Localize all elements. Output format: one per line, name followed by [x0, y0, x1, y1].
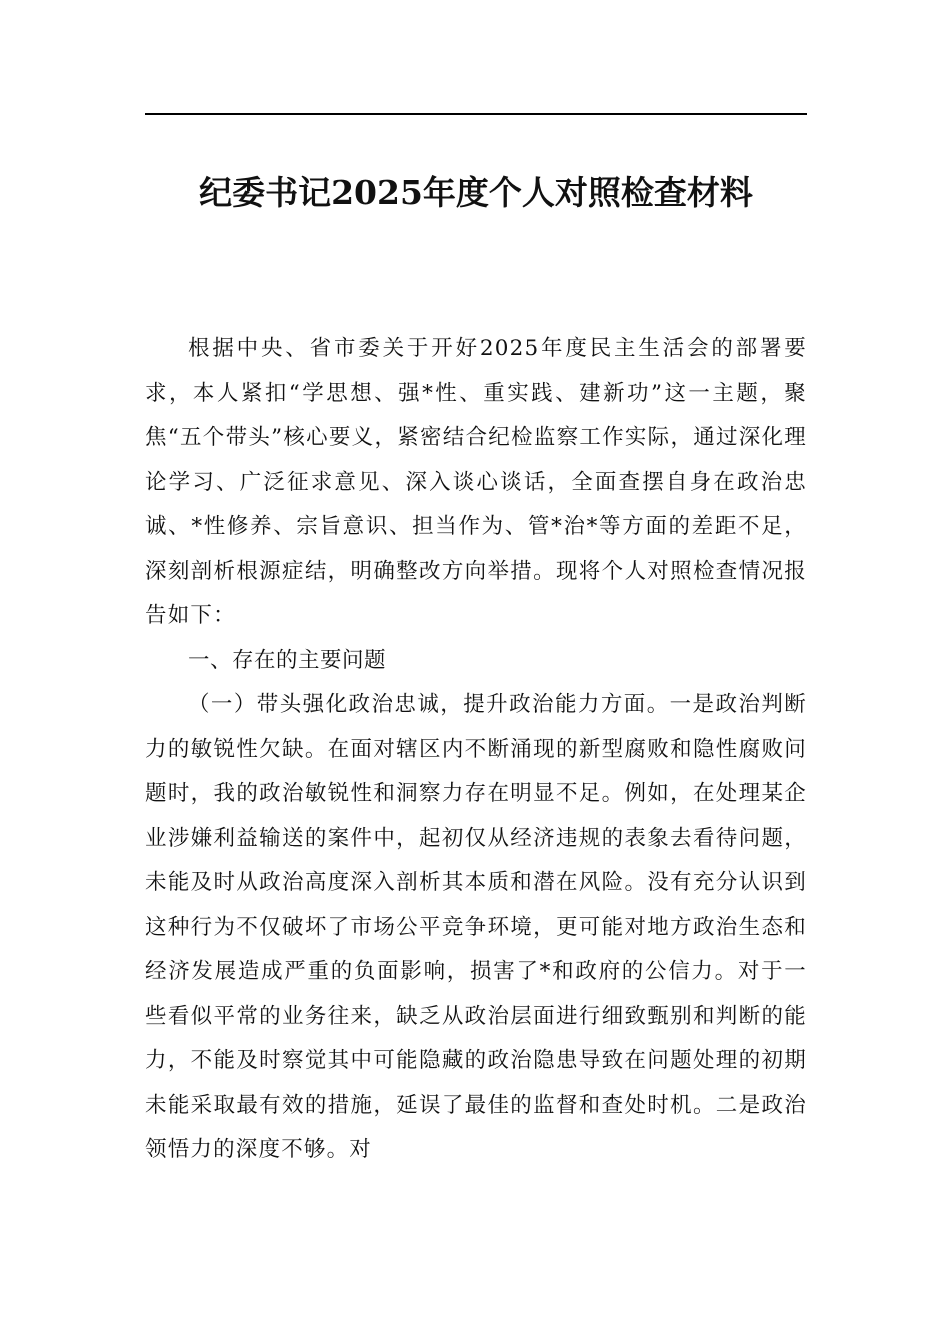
subsection-heading: （一）带头强化政治忠诚，提升政治能力方面。 — [188, 692, 670, 717]
intro-paragraph: 根据中央、省市委关于开好2025年度民主生活会的部署要求，本人紧扣“学思想、强*性、重实践、建新功”这一主题，聚焦“五个带头”核心要义，紧密结合纪检监察工作实际，通过深化理论学习、广泛征求意见、深入谈心谈话，全面查摆自身在政治忠诚、*性修养、宗旨意识、担当作为、管*治*等方面的差距不足，深刻剖析根源症结，明确整改方向举措。现将个人对照检查情况报告如下： — [145, 336, 807, 628]
document-body — [145, 327, 807, 1173]
document-title: 纪委书记2025年度个人对照检查材料 — [199, 173, 753, 212]
subsection-body: 一是政治判断力的敏锐性欠缺。在面对辖区内不断涌现的新型腐败和隐性腐败问题时，我的政治敏锐性和洞察力存在明显不足。例如，在处理某企业涉嫌利益输送的案件中，起初仅从经济违规的表象去看待问题，未能及时从政治高度深入剖析其本质和潜在风险。没有充分认识到这种行为不仅破坏了市场公平竞争环境，更可能对地方政治生态和经济发展造成严重的负面影响，损害了*和政府的公信力。对于一些看似平常的业务往来，缺乏从政治层面进行细致甄别和判断的能力，不能及时察觉其中可能隐藏的政治隐患导致在问题处理的初期未能采取最有效的措施，延误了最佳的监督和查处时机。二是政治领悟力的深度不够。对 — [145, 692, 807, 1162]
header-rule — [145, 113, 807, 115]
subsection-paragraph — [145, 683, 807, 1173]
section-heading: 一、存在的主要问题 — [188, 647, 387, 673]
